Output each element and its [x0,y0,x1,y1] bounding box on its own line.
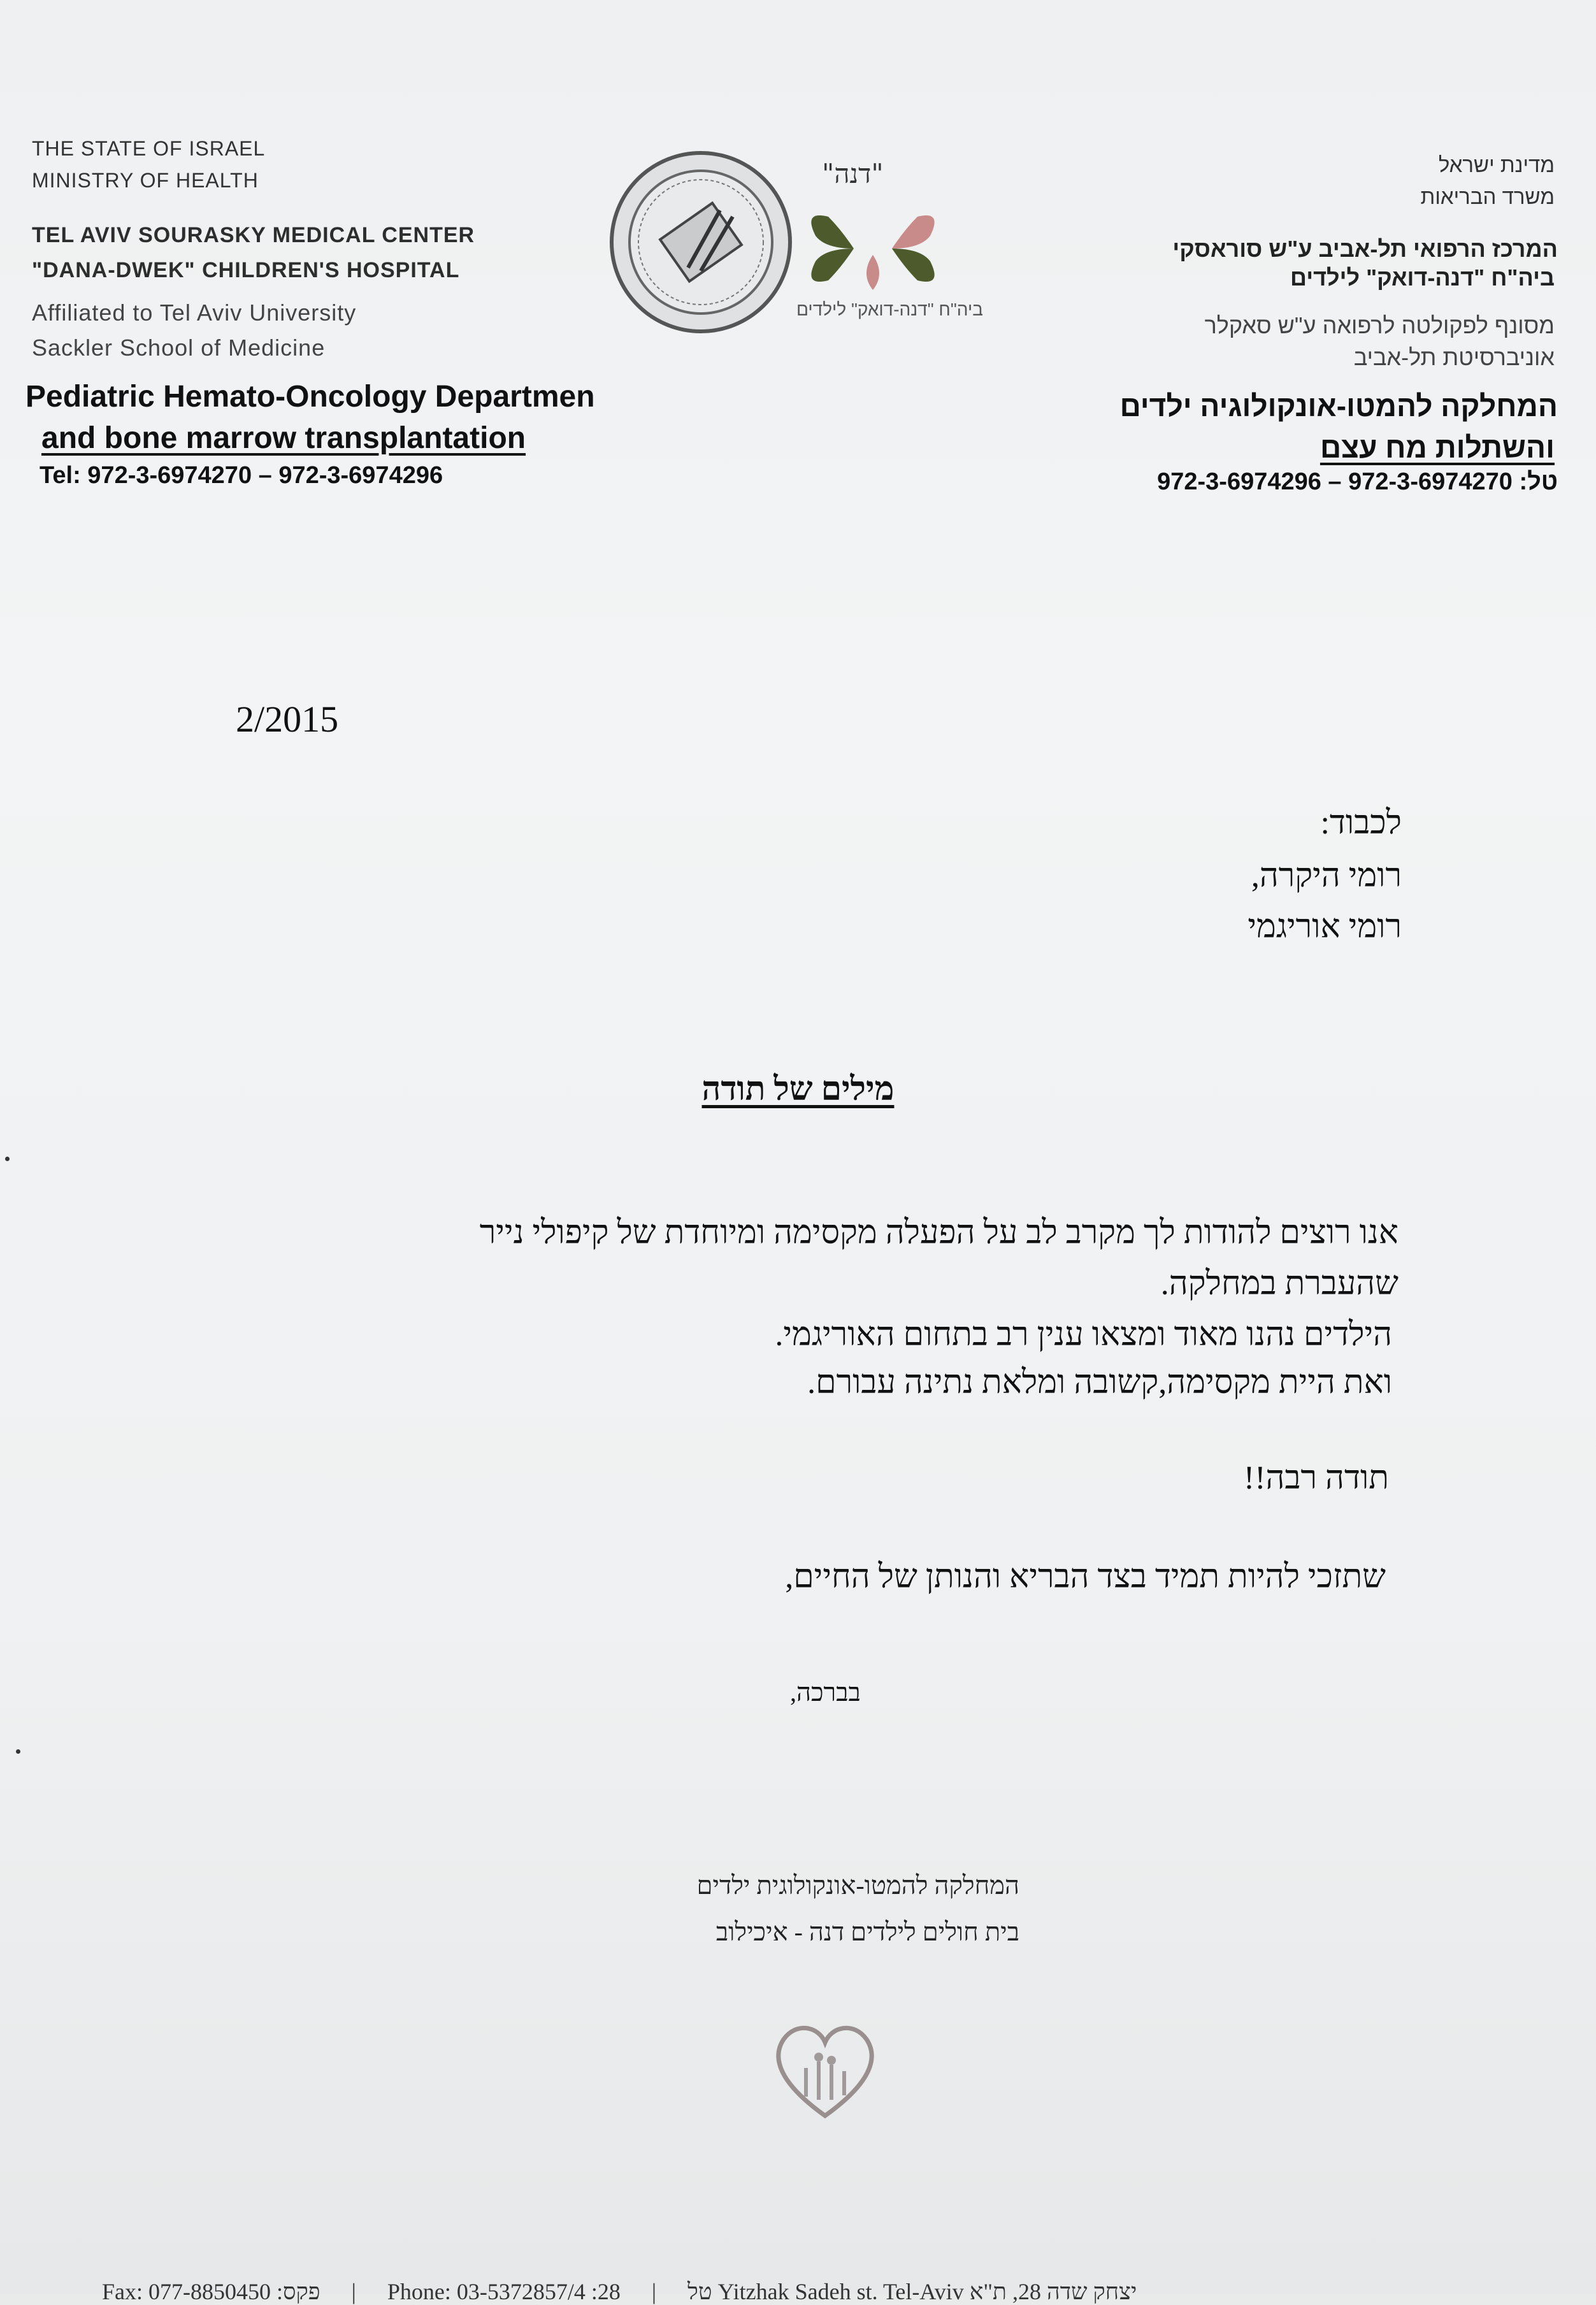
margin-mark [5,1157,10,1161]
header-en-ministry: MINISTRY OF HEALTH [32,169,259,192]
header-he-tel: טל: 972-3-6974270 – 972-3-6974296 [1157,468,1558,495]
header-en-center: TEL AVIV SOURASKY MEDICAL CENTER [32,223,475,247]
signature-line2: בית חולים לילדים דנה - איכילוב [715,1918,1019,1946]
salutation-line2: רומי אוריגמי [1247,909,1402,945]
body-line-3: הילדים נהנו מאוד ומצאו ענין רב בתחום האוריגמי. [775,1317,1392,1353]
dana-logo-title: "דנה" [822,158,884,189]
margin-mark [16,1749,20,1754]
header-he-department: המחלקה להמטו-אונקולוגיה ילדים [1119,389,1558,423]
footer-fax: Fax: 077-8850450 :פקס [102,2279,320,2304]
closing: בברכה, [790,1678,861,1707]
footer-contact: Fax: 077-8850450 :פקס | Phone: 03-5372857/4 :טל | 28 Yitzhak Sadeh st. Tel-Aviv יצחק שדה 28, ת"א [102,2279,1137,2304]
header-en-school: Sackler School of Medicine [32,335,326,361]
header-en-hospital: "DANA-DWEK" CHILDREN'S HOSPITAL [32,258,460,282]
header-en-state: THE STATE OF ISRAEL [32,137,266,160]
header-en-affiliated: Affiliated to Tel Aviv University [32,300,357,326]
footer-phone: Phone: 03-5372857/4 :טל [387,2279,712,2304]
header-he-affiliated: מסונף לפקולטה לרפואה ע"ש סאקלר [1204,312,1555,338]
body-thanks: תודה רבה!! [1243,1460,1389,1496]
header-en-department: Pediatric Hemato-Oncology Departmen [25,380,595,414]
body-line-2: שהעברת במחלקה. [1160,1266,1398,1302]
header-he-center: המרכז הרפואי תל-אביב ע"ש סוראסקי [1172,236,1558,262]
letter-title: מילים של תודה [701,1071,895,1108]
header-he-hospital: ביה"ח "דנה-דואק" לילדים [1290,264,1555,291]
dana-logo-subtitle: ביה"ח "דנה-דואק" לילדים [796,300,983,319]
header-en-tel: Tel: 972-3-6974270 – 972-3-6974296 [40,462,443,489]
quality-seal-icon [605,147,796,338]
body-line-1: אנו רוצים להודות לך מקרב לב על הפעלה מקסימה ומיוחדת של קיפולי נייר [479,1215,1398,1251]
heart-logo-icon [768,2014,882,2122]
body-wish: שתזכי להיות תמיד בצד הבריא והנותן של החיים, [785,1559,1386,1595]
header-he-university: אוניברסיטת תל-אביב [1353,344,1555,370]
letter-date: 2/2015 [236,698,339,740]
header-en-department-sub: and bone marrow transplantation [41,421,526,455]
salutation-to: לכבוד: [1320,805,1402,841]
header-he-ministry: משרד הבריאות [1420,185,1555,208]
signature-line1: המחלקה להמטו-אונקולוגית ילדים [696,1871,1019,1900]
footer-address: 28 Yitzhak Sadeh st. Tel-Aviv יצחק שדה 28, ת"א [597,2279,1137,2304]
header-he-state: מדינת ישראל [1438,153,1555,177]
body-line-4: ואת היית מקסימה,קשובה ומלאת נתינה עבורם. [807,1364,1392,1401]
header-he-department-sub: והשתלות מח עצם [1319,431,1555,464]
salutation-line1: רומי היקרה, [1251,858,1402,894]
